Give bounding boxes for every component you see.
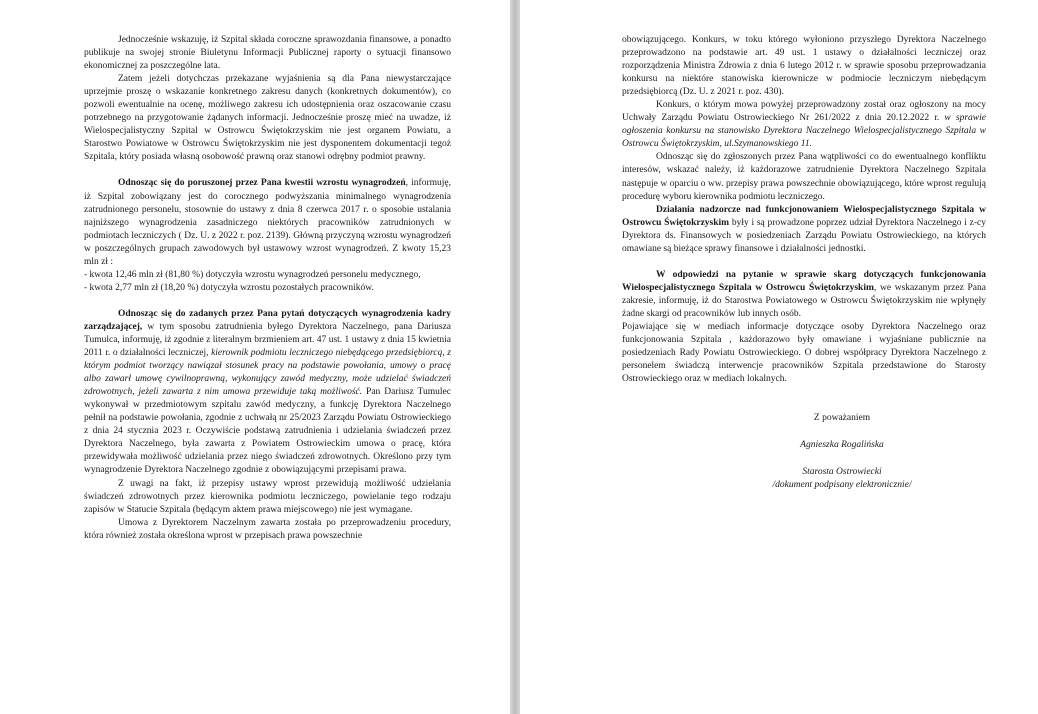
greeting: Z poważaniem	[813, 413, 871, 424]
signer-name: Agnieszka Rogalińska	[800, 440, 884, 451]
list-item-medical: - kwota 12,46 mln zł (81,80 %) dotyczyła wzrostu wynagrodzeń personelu medycznego,	[84, 269, 421, 280]
management-pay-quote: kierownik podmiotu leczniczego niebędącego przedsiębiorcą, z którym podmiot tworzący nawiązał stosunek pracy na podstawie powołania, umowy o pracę albo zawarł umowę cywilnoprawną, wykonujący zawód medyczny, może udzielać świadczeń zdrowotnych, jeżeli zawarta z nim umowa przewiduje taką możliwość.	[84, 348, 451, 398]
signer-title: Starosta Ostrowiecki	[802, 467, 882, 478]
competition-resolution-title: w sprawie ogłoszenia konkursu na stanowisko Dyrektora Naczelnego Wielospecjalistycznego Szpitala w Ostrowcu Świętokrzyskim, ul.Szymanowskiego 11.	[622, 113, 986, 150]
paragraph-conflict-of-interest: Odnosząc się do zgłoszonych przez Pana wątpliwości co do ewentualnego konfliktu interesów, wskazać należy, iż każdorazowe zatrudnienie Dyrektora Naczelnego Szpitala następuje w oparciu o ww. przepisy prawa powszechnie obowiązującego, które wprost regulują procedurę wyboru kierownika podmiotu leczniczego.	[622, 152, 986, 202]
paragraph-management-pay	[84, 308, 451, 478]
management-pay-text-a: w tym sposobu zatrudnienia byłego Dyrektora Naczelnego, pana Dariusza Tumulca, informuję, iż zgodnie z literalnym brzmieniem art. 47 ust. 1 ustawy z dnia 15 kwietnia 2011 r. o działalności leczniczej,	[84, 321, 451, 359]
signature-note: /dokument podpisany elektronicznie/	[772, 480, 912, 491]
supervision-text: były i są prowadzone poprzez udział Dyrektora Naczelnego i z-cy Dyrektora ds. Finansowych w posiedzeniach Zarządu Powiatu Ostrowieckiego, na których omawiane są bieżące sprawy finansowe i działalności jednostki.	[622, 217, 986, 254]
complaints-text: , we wskazanym przez Pana zakresie, informuję, iż do Starostwa Powiatowego w Ostrowcu Świętokrzyskim nie wpłynęły żadne skargi od pracowników lub innych osób.	[622, 282, 986, 319]
text-column-right	[622, 34, 986, 492]
paragraph-contract: Umowa z Dyrektorem Naczelnym zawarta została po przeprowadzeniu procedury, która również została określona wprost w przepisach prawa powszechnie	[84, 517, 451, 541]
management-pay-text-b: Pan Dariusz Tumulec wykonywał w przedmiotowym szpitalu zawód medyczny, a funkcję Dyrektora Naczelnego pełnił na podstawie powołania, zgodnie z uchwałą nr 25/2023 Zarządu Powiatu Ostrowieckiego z dnia 24 stycznia 2023 r. Oczywiście podstawą zatrudnienia i udzielania świadczeń przez Dyrektora Naczelnego, była zawarta z Powiatem Ostrowieckim umowa o pracę, która przewidywała możliwość udzielania przez niego świadczeń zdrowotnych. Określono przy tym wynagrodzenie Dyrektora Naczelnego zgodnie z obowiązującymi przepisami prawa.	[84, 387, 451, 476]
paragraph-competition-basis: obowiązującego. Konkurs, w toku którego wyłoniono przyszłego Dyrektora Naczelnego przeprowadzono na podstawie art. 49 ust. 1 ustawy o działalności leczniczej oraz rozporządzenia Ministra Zdrowia z dnia 6 lutego 2012 r. w sprawie sposobu przeprowadzania konkursu na niektóre stanowiska kierownicze w podmiocie leczniczym niebędącym przedsiębiorcą (Dz. U. z 2021 r. poz. 430).	[622, 35, 986, 98]
paragraph-complaints	[622, 269, 986, 321]
list-item-other: - kwota 2,77 mln zł (18,20 %) dotyczyła wzrostu pozostałych pracowników.	[84, 282, 374, 293]
paragraph-financial-reports: Jednocześnie wskazuję, iż Szpital składa coroczne sprawozdania finansowe, a ponadto publikuje na swojej stronie Biuletynu Informacji Publicznej raporty o sytuacji finansowo ekonomicznej za poszczególne lata.	[84, 35, 451, 72]
paragraph-competition-resolution	[622, 99, 986, 151]
signature-block	[742, 412, 942, 492]
salary-increase-heading: Odnosząc się do poruszonej przez Pana kwestii wzrostu wynagrodzeń	[118, 178, 406, 189]
page-gutter	[510, 0, 520, 714]
paragraph-salary-increase	[84, 177, 451, 268]
management-pay-heading: Odnosząc się do zadanych przez Pana pytań dotyczących wynagrodzenia kadry zarządzającej,	[84, 308, 451, 332]
competition-resolution-text: Konkurs, o którym mowa powyżej przeprowadzony został oraz ogłoszony na mocy Uchwały Zarządu Powiatu Ostrowieckiego Nr 261/2022 z dnia 20.12.2022 r.	[622, 100, 986, 124]
paragraph-data-request: Zatem jeżeli dotychczas przekazane wyjaśnienia są dla Pana niewystarczające uprzejmie proszę o wskazanie konkretnego zakresu danych (konkretnych dokumentów), co pozwoli ewentualnie na ocenę, możliwego zakresu ich udostępnienia oraz oszacowanie czasu potrzebnego na przygotowanie żądanych informacji. Jednocześnie proszę mieć na uwadze, iż Wielospecjalistyczny Szpital w Ostrowcu Świętokrzyskim nie jest organem Powiatu, a Starostwo Powiatowe w Ostrowcu Świętokrzyskim nie jest dysponentem dokumentacji tegoż Szpitala, który posiada własną osobowość prawną oraz stanowi odrębny podmiot prawny.	[84, 74, 451, 163]
complaints-heading: W odpowiedzi na pytanie w sprawie skarg dotyczących funkcjonowania Wielospecjalistycznego Szpitala w Ostrowcu Świętokrzyskim	[622, 269, 986, 293]
supervision-heading: Działania nadzorcze nad funkcjonowaniem Wielospecjalistycznego Szpitala w Ostrowcu Świętokrzyskim	[622, 204, 986, 228]
paragraph-supervision	[622, 204, 986, 256]
document-page-left	[0, 0, 510, 714]
paragraph-statute: Z uwagi na fakt, iż przepisy ustawy wprost przewidują możliwość udzielania świadczeń zdrowotnych przez kierownika podmiotu leczniczego, powielanie tego rodzaju zapisów w Statucie Szpitala (będącym aktem prawa miejscowego) nie jest wymagane.	[84, 478, 451, 515]
document-page-right	[520, 0, 1038, 714]
salary-increase-text: , informuję, iż Szpital zobowiązany jest do corocznego podwyższania minimalnego wynagrodzenia zatrudnionego personelu, stosownie do ustawy z dnia 8 czerwca 2017 r. o sposobie ustalania najniższego wynagrodzenia zasadniczego niektórych pracowników zatrudnionych w podmiotach leczniczych ( Dz. U. z 2022 r. poz. 2139). Główną przyczyną wzrostu wynagrodzeń w poszczególnych grupach zawodowych był ustawowy wzrost wynagrodzeń. Z kwoty 15,23 mln zł :	[84, 178, 451, 267]
paragraph-media: Pojawiające się w mediach informacje dotyczące osoby Dyrektora Naczelnego oraz funkcjonowania Szpitala , każdorazowo były omawiane i wyjaśniane publicznie na posiedzeniach Rady Powiatu Ostrowieckiego. O dobrej współpracy Dyrektora Naczelnego z personelem świadczą interwencje pracowników Szpitala przedstawione do Starosty Ostrowieckiego oraz w mediach lokalnych.	[622, 321, 986, 385]
text-column-left	[84, 34, 451, 543]
